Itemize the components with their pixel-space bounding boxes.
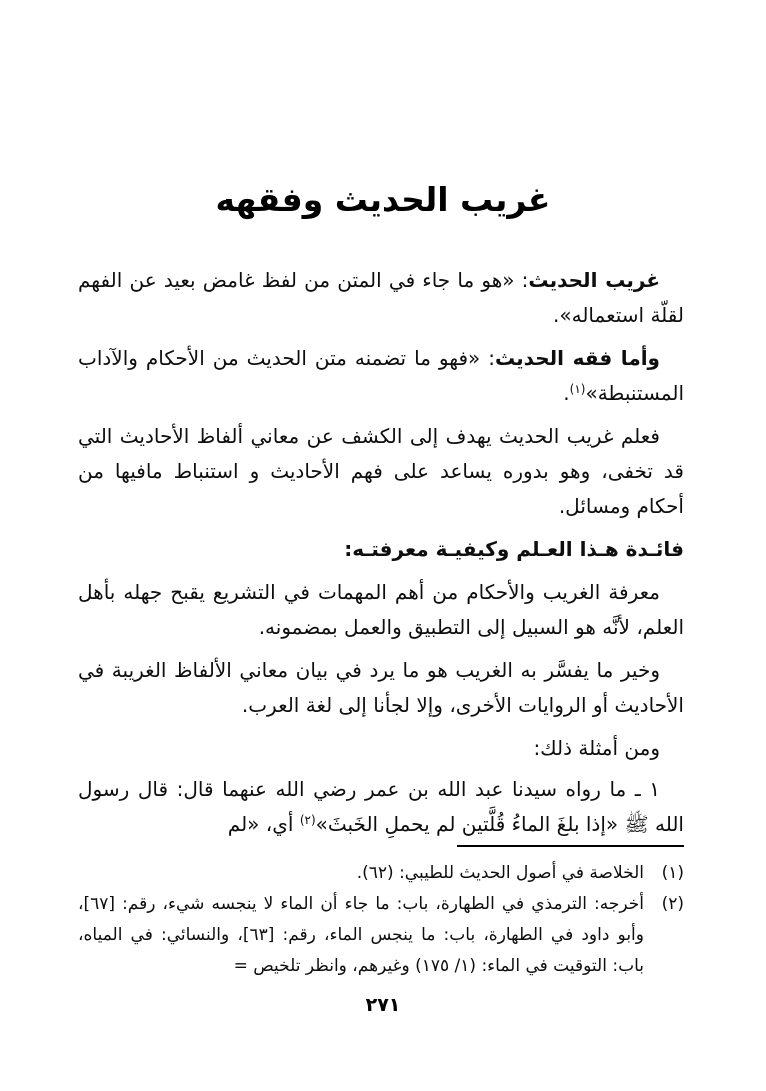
section-heading-benefit: فائـدة هـذا العـلم وكيفيـة معرفتـه: xyxy=(344,537,684,561)
paragraph-gharib-definition xyxy=(78,263,684,333)
paragraph-fiqh-definition xyxy=(78,341,684,411)
gharib-definition-text: : «هو ما جاء في المتن من لفظ غامض بعيد عن الفهم لقلّة استعماله». xyxy=(78,268,684,327)
footnote-2-marker: (٢) xyxy=(661,894,684,914)
fiqh-definition-period: . xyxy=(563,381,570,405)
footnote-ref-2: (٢) xyxy=(299,813,316,827)
main-text-block xyxy=(78,263,684,850)
footnote-divider-line xyxy=(457,845,684,847)
page-title: غريب الحديث وفقهه xyxy=(215,180,551,219)
footnote-2-text: أخرجه: الترمذي في الطهارة، باب: ما جاء أن الماء لا ينجسه شيء، رقم: [٦٧]، وأبو داود في الطهارة، باب: ما ينجس الماء، رقم: [٦٣]، والنسائي: في المياه، باب: التوقيت في الماء: (١/ ١٧٥) وغيرهم، وانظر تلخيص = xyxy=(78,894,644,976)
examples-intro-line: ومن أمثلة ذلك: xyxy=(533,736,660,760)
footnote-2 xyxy=(78,889,684,982)
hadith-example-text: ١ ـ ما رواه سيدنا عبد الله بن عمر رضي الله عنهما قال: قال رسول الله ﷺ «إذا بلغَ الماءُ قُلَّتين لم يحملِ الخَبثَ» xyxy=(78,777,684,836)
footnote-1-text: الخلاصة في أصول الحديث للطيبي: (٦٢). xyxy=(356,863,644,883)
fiqh-definition-text: : «فهو ما تضمنه متن الحديث من الأحكام والآداب المستنبطة» xyxy=(78,346,684,405)
footnote-1 xyxy=(78,858,684,889)
term-fiqh-alhadith: وأما فقه الحديث xyxy=(494,346,660,370)
footnote-ref-1: (١) xyxy=(569,382,586,396)
hadith-example-gloss: أي، «لم xyxy=(227,812,300,836)
paragraph-hadith-example xyxy=(78,772,684,842)
paragraph-science-purpose: فعلم غريب الحديث يهدف إلى الكشف عن معاني ألفاظ الأحاديث التي قد تخفى، وهو بدوره يساعد على فهم الأحاديث و استنباط مافيها من أحكام ومسائل. xyxy=(78,424,684,518)
page-number: ٢٧١ xyxy=(365,994,401,1016)
footnotes-block xyxy=(78,845,684,982)
paragraph-best-interpretation: وخير ما يفسَّر به الغريب هو ما يرد في بيان معاني الألفاظ الغريبة في الأحاديث أو الروايات الأخرى، وإلا لجأنا إلى لغة العرب. xyxy=(78,658,684,717)
paragraph-importance: معرفة الغريب والأحكام من أهم المهمات في التشريع يقبح جهله بأهل العلم، لأنَّه هو السبيل إلى التطبيق والعمل بمضمونه. xyxy=(78,580,684,639)
term-gharib-alhadith: غريب الحديث xyxy=(528,268,660,292)
footnote-1-marker: (١) xyxy=(661,863,684,883)
